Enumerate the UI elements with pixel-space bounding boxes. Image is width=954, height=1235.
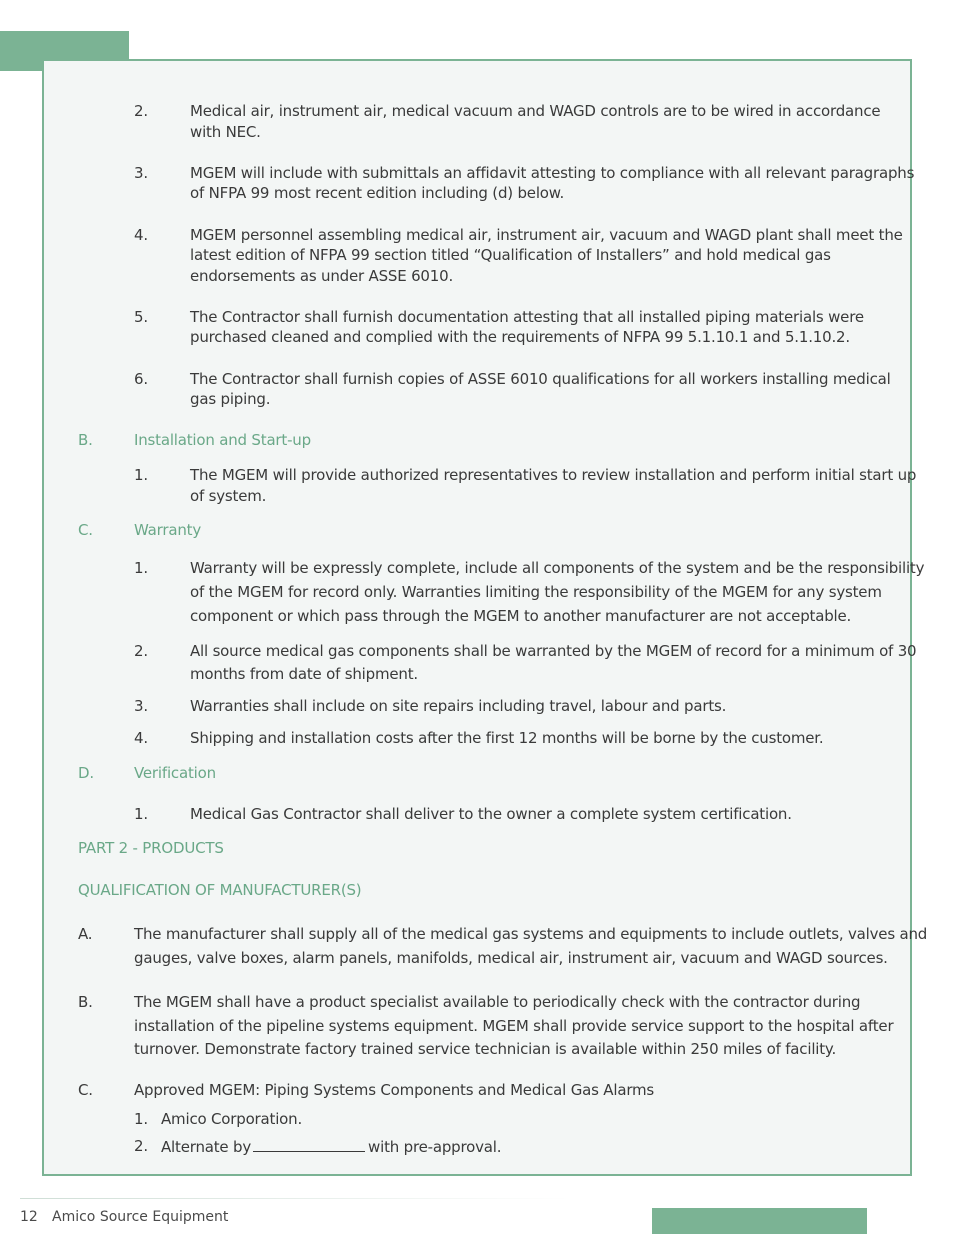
list-item-text: endorsements as under ASSE 6010.: [190, 267, 454, 285]
list-item-text: The manufacturer shall supply all of the medical gas systems and equipments to include outlets, valves and: [134, 925, 928, 943]
list-item-text: Warranties shall include on site repairs including travel, labour and parts.: [190, 697, 727, 715]
section-letter: B.: [78, 431, 93, 449]
list-item-number: 2.: [134, 1137, 148, 1155]
list-item-text: Medical air, instrument air, medical vacuum and WAGD controls are to be wired in accordance: [190, 102, 881, 120]
list-item-text: All source medical gas components shall be warranted by the MGEM of record for a minimum of 30: [190, 642, 917, 660]
footer-accent-bar: [652, 1208, 867, 1234]
list-item-text: Warranty will be expressly complete, include all components of the system and be the responsibility: [190, 559, 925, 577]
section-heading: Verification: [134, 764, 216, 782]
list-item-text: The Contractor shall furnish documentation attesting that all installed piping materials were: [190, 308, 864, 326]
qualification-heading: QUALIFICATION OF MANUFACTURER(S): [78, 881, 362, 899]
list-item-letter: A.: [78, 925, 93, 943]
list-item-text: Amico Corporation.: [161, 1110, 303, 1128]
footer-title: Amico Source Equipment: [52, 1209, 229, 1225]
blank-underline: [253, 1136, 365, 1152]
list-item-number: 2.: [134, 642, 148, 660]
list-item-number: 3.: [134, 164, 148, 182]
list-item-text: of the MGEM for record only. Warranties limiting the responsibility of the MGEM for any system: [190, 583, 882, 601]
list-item-text: The MGEM will provide authorized representatives to review installation and perform initial start up: [190, 466, 917, 484]
list-item-number: 3.: [134, 697, 148, 715]
list-item-number: 1.: [134, 1110, 148, 1128]
list-item-text: purchased cleaned and complied with the requirements of NFPA 99 5.1.10.1 and 5.1.10.2.: [190, 328, 850, 346]
list-item-text: Approved MGEM: Piping Systems Components and Medical Gas Alarms: [134, 1081, 655, 1099]
list-item-text: gas piping.: [190, 390, 271, 408]
list-item-number: 4.: [134, 226, 148, 244]
list-item-text: The MGEM shall have a product specialist available to periodically check with the contractor during: [134, 993, 861, 1011]
section-letter: C.: [78, 521, 93, 539]
list-item-text: Shipping and installation costs after the first 12 months will be borne by the customer.: [190, 729, 824, 747]
list-item-text: component or which pass through the MGEM to another manufacturer are not acceptable.: [190, 607, 852, 625]
list-item-text: The Contractor shall furnish copies of ASSE 6010 qualifications for all workers installing medical: [190, 370, 891, 388]
list-item-text: of NFPA 99 most recent edition including (d) below.: [190, 184, 565, 202]
alternate-text-before: Alternate by: [161, 1138, 252, 1156]
list-item-text: latest edition of NFPA 99 section titled “Qualification of Installers” and hold medical gas: [190, 246, 831, 264]
list-item-text: Medical Gas Contractor shall deliver to the owner a complete system certification.: [190, 805, 792, 823]
list-item-number: 6.: [134, 370, 148, 388]
list-item-text: with NEC.: [190, 123, 261, 141]
list-item-text: [161, 1136, 501, 1158]
alternate-text-after: with pre-approval.: [368, 1138, 502, 1156]
list-item-text: installation of the pipeline systems equipment. MGEM shall provide service support to the hospital after: [134, 1017, 894, 1035]
list-item-text: MGEM personnel assembling medical air, instrument air, vacuum and WAGD plant shall meet the: [190, 226, 903, 244]
list-item-number: 2.: [134, 102, 148, 120]
list-item-text: months from date of shipment.: [190, 665, 418, 683]
list-item-number: 5.: [134, 308, 148, 326]
list-item-number: 1.: [134, 559, 148, 577]
list-item-letter: C.: [78, 1081, 93, 1099]
list-item-text: turnover. Demonstrate factory trained service technician is available within 250 miles of facility.: [134, 1040, 837, 1058]
part-heading: PART 2 - PRODUCTS: [78, 839, 224, 857]
list-item-text: gauges, valve boxes, alarm panels, manifolds, medical air, instrument air, vacuum and WAGD sources.: [134, 949, 888, 967]
list-item-text: MGEM will include with submittals an affidavit attesting to compliance with all relevant paragraphs: [190, 164, 915, 182]
footer-divider: [20, 1198, 570, 1199]
list-item-number: 4.: [134, 729, 148, 747]
list-item-number: 1.: [134, 466, 148, 484]
section-letter: D.: [78, 764, 94, 782]
list-item-number: 1.: [134, 805, 148, 823]
section-heading: Warranty: [134, 521, 201, 539]
page-number: 12: [20, 1209, 38, 1225]
section-heading: Installation and Start-up: [134, 431, 311, 449]
list-item-letter: B.: [78, 993, 93, 1011]
list-item-text: of system.: [190, 487, 267, 505]
